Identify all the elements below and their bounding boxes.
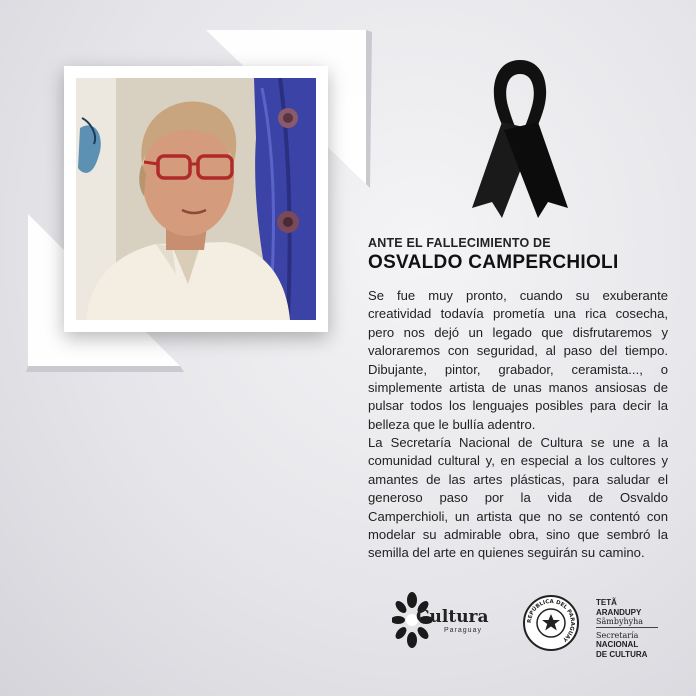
- portrait-frame: [64, 66, 328, 332]
- snc-divider: [596, 627, 658, 628]
- mourning-ribbon-icon: [462, 52, 578, 218]
- snc-logo-text: [596, 598, 676, 659]
- national-seal-icon: [522, 594, 580, 652]
- paragraph-secretaria: La Secretaría Nacional de Cultura se une a la comunidad cultural y, en especial a los cultores y amantes de las artes plásticas, para saludar el generoso paso por la vida de Osvaldo Camperchioli, un artista que no se contentó con modelar su admirable obra, sino que sembró la semilla del arte en quienes seguirán su camino.: [368, 435, 668, 561]
- snc-line-sambyhyha: Sãmbyhyha: [596, 617, 644, 626]
- cultura-logo-subtitle: Paraguay: [444, 627, 482, 634]
- paragraph-tribute: Se fue muy pronto, cuando su exuberante creatividad todavía prometía una rica cosecha, pero nos dejó un legado que disfrutaremos y valoraremos con seguridad, al paso del tiempo. Dibujante, pintor, grabador, ceramista..., o simplemente artista de unas manos ansiosas de pulsar todos los lenguajes posibles para decir la belleza que le bullía adentro.: [368, 288, 668, 432]
- heading-name: OSVALDO CAMPERCHIOLI: [368, 252, 619, 273]
- portrait-photo: [76, 78, 316, 320]
- portrait-illustration: [76, 78, 316, 320]
- snc-line-secretaria: Secretaría: [596, 630, 639, 640]
- snc-line-arandupy: ARANDUPY: [596, 607, 642, 617]
- seal-text: REPÚBLICA DEL PARAGUAY: [526, 598, 576, 643]
- snc-line-nacional: NACIONAL: [596, 640, 639, 649]
- heading-pretitle: ANTE EL FALLECIMIENTO DE: [368, 236, 551, 250]
- snc-line-teta: TETÃ: [596, 598, 617, 607]
- cultura-logo-title: Cultura: [416, 607, 489, 627]
- snc-line-cultura: DE CULTURA: [596, 649, 648, 659]
